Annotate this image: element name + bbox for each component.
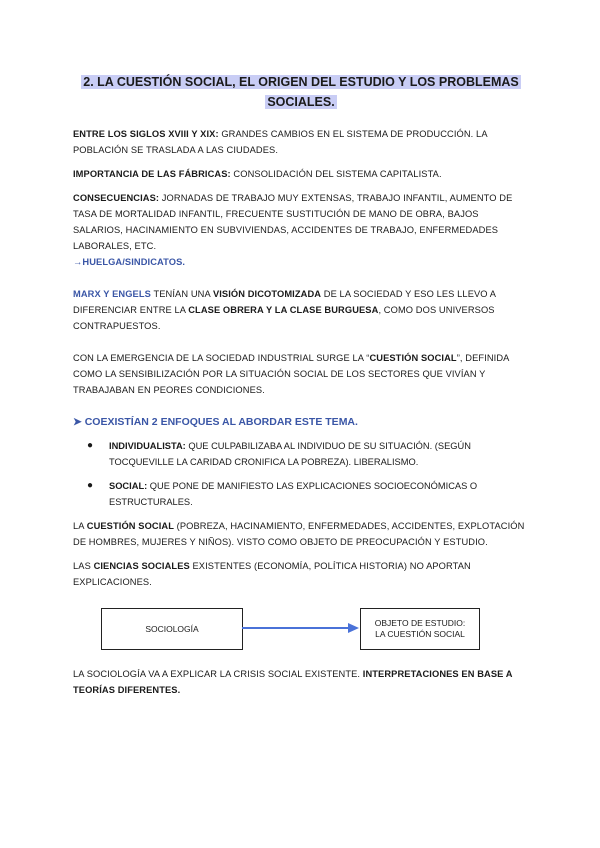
objeto-estudio-box	[360, 608, 480, 650]
sociologia-box	[101, 608, 243, 650]
title-line-1: 2. LA CUESTIÓN SOCIAL, EL ORIGEN DEL ESTUDIO Y LOS PROBLEMAS	[83, 75, 519, 89]
bullet-icon: ●	[87, 480, 94, 491]
document-page	[73, 72, 529, 698]
paragraph-text: LA	[73, 521, 87, 531]
list-item-text: QUE CULPABILIZABA AL INDIVIDUO DE SU SITUACIÓN. (SEGÚN TOCQUEVILLE LA CARIDAD CRONIFICA LA POBREZA). LIBERALISMO.	[109, 441, 471, 467]
section-heading: ➤ COEXISTÍAN 2 ENFOQUES AL ABORDAR ESTE TEMA.	[73, 416, 358, 428]
paragraph-text: GRANDES CAMBIOS EN EL SISTEMA DE PRODUCCIÓN. LA POBLACIÓN SE TRASLADA A LAS CIUDADES.	[73, 129, 488, 155]
paragraph-text: EXISTENTES (ECONOMÍA, POLÍTICA HISTORIA) NO APORTAN EXPLICACIONES.	[73, 561, 471, 587]
paragraph-siglos	[73, 126, 529, 158]
paragraph-bold: CUESTIÓN SOCIAL	[86, 521, 174, 531]
page-title	[73, 72, 529, 112]
list-item-label: INDIVIDUALISTA:	[109, 441, 186, 451]
bullet-icon: ●	[87, 440, 94, 451]
paragraph-consecuencias	[73, 190, 529, 270]
paragraph-label: ENTRE LOS SIGLOS XVIII Y XIX:	[73, 129, 219, 139]
paragraph-text: CONSOLIDACIÓN DEL SISTEMA CAPITALISTA.	[230, 169, 442, 179]
paragraph-text: LA SOCIOLOGÍA VA A EXPLICAR LA CRISIS SOCIAL EXISTENTE.	[73, 669, 363, 679]
paragraph-text: TENÍAN UNA	[150, 289, 213, 299]
paragraph-bold: CIENCIAS SOCIALES	[93, 561, 190, 571]
paragraph-cuestion-social-2	[73, 518, 529, 550]
paragraph-sociologia	[73, 666, 529, 698]
objeto-label: OBJETO DE ESTUDIO:	[374, 618, 466, 628]
paragraph-text: CON LA EMERGENCIA DE LA SOCIEDAD INDUSTRIAL SURGE LA “	[73, 353, 370, 363]
paragraph-bold: CUESTIÓN SOCIAL	[369, 353, 457, 363]
paragraph-text: DE LA SOCIEDAD Y ESO LES LLEVO A DIFERENCIAR ENTRE LA	[73, 289, 496, 315]
list-item	[73, 478, 529, 510]
paragraph-bold: CLASE OBRERA Y LA CLASE BURGUESA	[188, 305, 379, 315]
sociologia-label: SOCIOLOGÍA	[145, 623, 199, 634]
paragraph-ciencias	[73, 558, 529, 590]
paragraph-label: IMPORTANCIA DE LAS FÁBRICAS:	[73, 169, 231, 179]
list-item-label: SOCIAL:	[109, 481, 148, 491]
paragraph-text: LAS	[73, 561, 94, 571]
paragraph-label: CONSECUENCIAS:	[73, 193, 160, 203]
title-line-2: SOCIALES.	[267, 95, 335, 109]
paragraph-text: , COMO DOS UNIVERSOS CONTRAPUESTOS.	[73, 305, 495, 331]
paragraph-text: JORNADAS DE TRABAJO MUY EXTENSAS, TRABAJO INFANTIL, AUMENTO DE TASA DE MORTALIDAD INFANTIL, FRECUENTE SUSTITUCIÓN DE MANO DE OBRA, BAJOS SALARIOS, HACINAMIENTO EN SUBVIVIENDAS, ACCIDENTES DE TRABAJO, ENFERMEDADES LABORALES, ETC.	[73, 193, 513, 251]
sociologia-diagram	[73, 608, 529, 658]
arrow-right-icon	[242, 622, 359, 634]
marx-engels-highlight: MARX Y ENGELS	[73, 289, 151, 299]
cuestion-label: LA CUESTIÓN SOCIAL	[375, 629, 465, 639]
paragraph-text: ”, DEFINIDA COMO LA SENSIBILIZACIÓN POR LA SITUACIÓN SOCIAL DE LOS SECTORES QUE VIVÍAN Y TRABAJABAN EN PEORES CONDICIONES.	[73, 353, 509, 395]
paragraph-text: (POBREZA, HACINAMIENTO, ENFERMEDADES, ACCIDENTES, EXPLOTACIÓN DE HOMBRES, MUJERES Y NIÑOS). VISTO COMO OBJETO DE PREOCUPACIÓN Y ESTUDIO.	[73, 521, 525, 547]
paragraph-marx-engels	[73, 286, 529, 334]
list-item-text: QUE PONE DE MANIFIESTO LAS EXPLICACIONES SOCIOECONÓMICAS O ESTRUCTURALES.	[109, 481, 478, 507]
list-item	[73, 438, 529, 470]
paragraph-bold: VISIÓN DICOTOMIZADA	[212, 289, 322, 299]
approach-list	[73, 438, 529, 510]
paragraph-cuestion-social	[73, 350, 529, 398]
paragraph-bold: INTERPRETACIONES EN BASE A TEORÍAS DIFERENTES.	[73, 669, 513, 695]
huelga-sindicatos-link: →HUELGA/SINDICATOS.	[73, 257, 186, 267]
paragraph-fabricas	[73, 166, 529, 182]
